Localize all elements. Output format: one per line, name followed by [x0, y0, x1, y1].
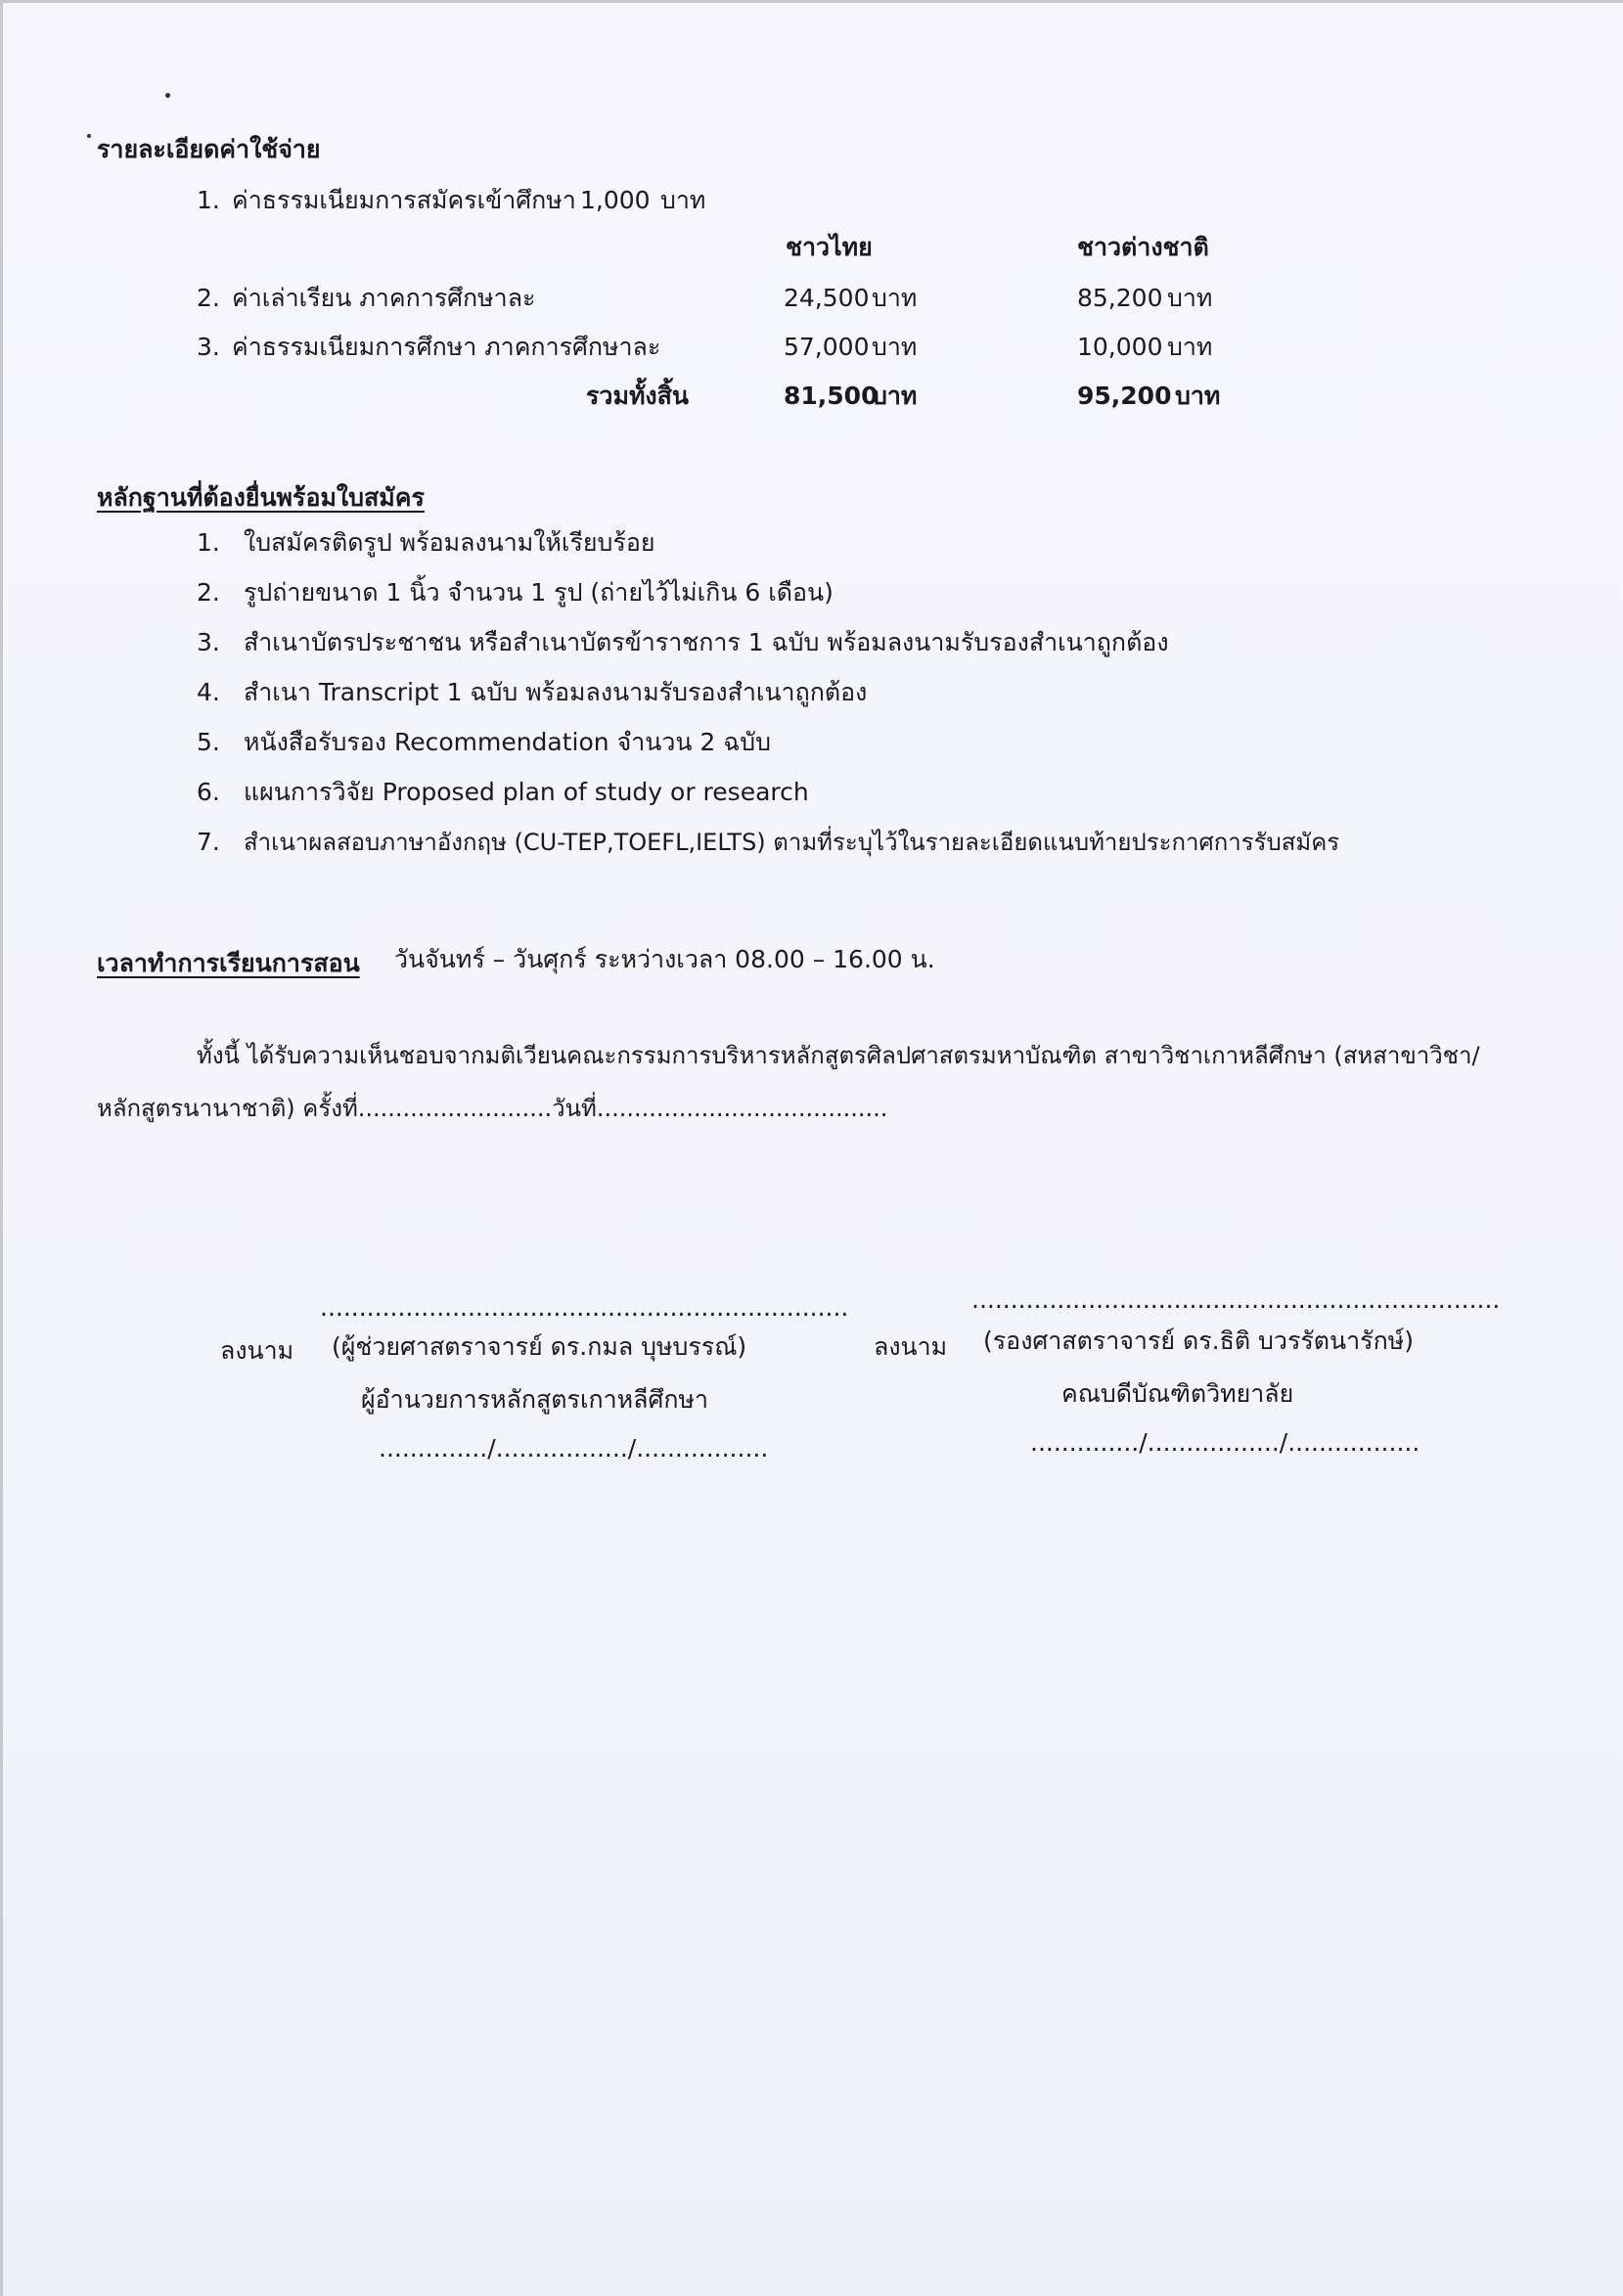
signer-position: คณบดีบัณฑิตวิทยาลัย — [1061, 1379, 1294, 1408]
row-thai-unit: บาท — [872, 284, 918, 312]
scan-speck — [165, 93, 170, 98]
fee-item-unit: บาท — [660, 186, 706, 214]
column-header-foreign: ชาวต่างชาติ — [1077, 233, 1209, 261]
signature-line: .................................................................... — [320, 1293, 849, 1322]
list-item-number: 7. — [197, 828, 220, 856]
fee-item-label: ค่าธรรมเนียมการสมัครเข้าศึกษา — [232, 186, 576, 214]
total-thai-amount: 81,500 — [784, 382, 879, 410]
scan-speck — [87, 134, 91, 138]
signer-position: ผู้อำนวยการหลักสูตรเกาหลีศึกษา — [361, 1385, 708, 1414]
list-item-text: ใบสมัครติดรูป พร้อมลงนามให้เรียบร้อย — [244, 528, 655, 557]
sign-label: ลงนาม — [220, 1336, 294, 1365]
list-item-number: 1. — [197, 528, 220, 557]
documents-title: หลักฐานที่ต้องยื่นพร้อมใบสมัคร — [97, 483, 425, 512]
office-hours-text: วันจันทร์ – วันศุกร์ ระหว่างเวลา 08.00 – 16.00 น. — [394, 945, 935, 973]
list-item-number: 2. — [197, 578, 220, 607]
list-item-number: 5. — [197, 728, 220, 756]
row-thai-unit: บาท — [872, 333, 918, 361]
row-label: ค่าเล่าเรียน ภาคการศึกษาละ — [232, 284, 536, 312]
list-item-number: 3. — [197, 628, 220, 656]
list-item-text: หนังสือรับรอง Recommendation จำนวน 2 ฉบับ — [244, 728, 772, 756]
total-label: รวมทั้งสิ้น — [586, 382, 689, 410]
approval-line-2: หลักสูตรนานาชาติ) ครั้งที่..........................วันที่....................................... — [97, 1095, 888, 1122]
row-foreign-amount: 85,200 — [1077, 284, 1163, 312]
list-item-text: รูปถ่ายขนาด 1 นิ้ว จำนวน 1 รูป (ถ่ายไว้ไม่เกิน 6 เดือน) — [244, 578, 834, 607]
total-foreign-unit: บาท — [1175, 382, 1221, 410]
expenses-title: รายละเอียดค่าใช้จ่าย — [97, 135, 321, 163]
office-hours-title: เวลาทำการเรียนการสอน — [97, 949, 360, 977]
total-foreign-amount: 95,200 — [1077, 382, 1172, 410]
list-item-text: สำเนาบัตรประชาชน หรือสำเนาบัตรข้าราชการ 1 ฉบับ พร้อมลงนามรับรองสำเนาถูกต้อง — [244, 628, 1169, 656]
list-item-text: สำเนาผลสอบภาษาอังกฤษ (CU-TEP,TOEFL,IELTS) ตามที่ระบุไว้ในรายละเอียดแนบท้ายประกาศการรับสมัคร — [244, 829, 1340, 856]
signature-date: ............../................./................. — [379, 1434, 769, 1463]
signer-name: (รองศาสตราจารย์ ดร.ธิติ บวรรัตนารักษ์) — [983, 1327, 1414, 1355]
sign-label: ลงนาม — [874, 1332, 948, 1361]
row-thai-amount: 57,000 — [784, 333, 870, 361]
row-thai-amount: 24,500 — [784, 284, 870, 312]
signer-name: (ผู้ช่วยศาสตราจารย์ ดร.กมล บุษบรรณ์) — [332, 1332, 747, 1361]
row-foreign-amount: 10,000 — [1077, 333, 1163, 361]
list-item-number: 4. — [197, 678, 220, 706]
column-header-thai: ชาวไทย — [786, 233, 873, 261]
fee-item-amount: 1,000 — [580, 186, 651, 214]
signature-date: ............../................./................. — [1030, 1428, 1420, 1457]
row-number: 3. — [197, 333, 220, 361]
row-label: ค่าธรรมเนียมการศึกษา ภาคการศึกษาละ — [232, 333, 661, 361]
row-foreign-unit: บาท — [1167, 333, 1213, 361]
list-item-text: สำเนา Transcript 1 ฉบับ พร้อมลงนามรับรองสำเนาถูกต้อง — [244, 678, 868, 706]
list-item-number: 6. — [197, 778, 220, 806]
total-thai-unit: บาท — [872, 382, 918, 410]
approval-line-1: ทั้งนี้ ได้รับความเห็นชอบจากมติเวียนคณะกรรมการบริหารหลักสูตรศิลปศาสตรมหาบัณฑิต สาขาวิชาเกาหลีศึกษา (สหสาขาวิชา/ — [197, 1042, 1480, 1069]
row-foreign-unit: บาท — [1167, 284, 1213, 312]
fee-item-number: 1. — [197, 186, 220, 214]
list-item-text: แผนการวิจัย Proposed plan of study or research — [244, 778, 809, 806]
row-number: 2. — [197, 284, 220, 312]
signature-line: .................................................................... — [971, 1285, 1501, 1314]
